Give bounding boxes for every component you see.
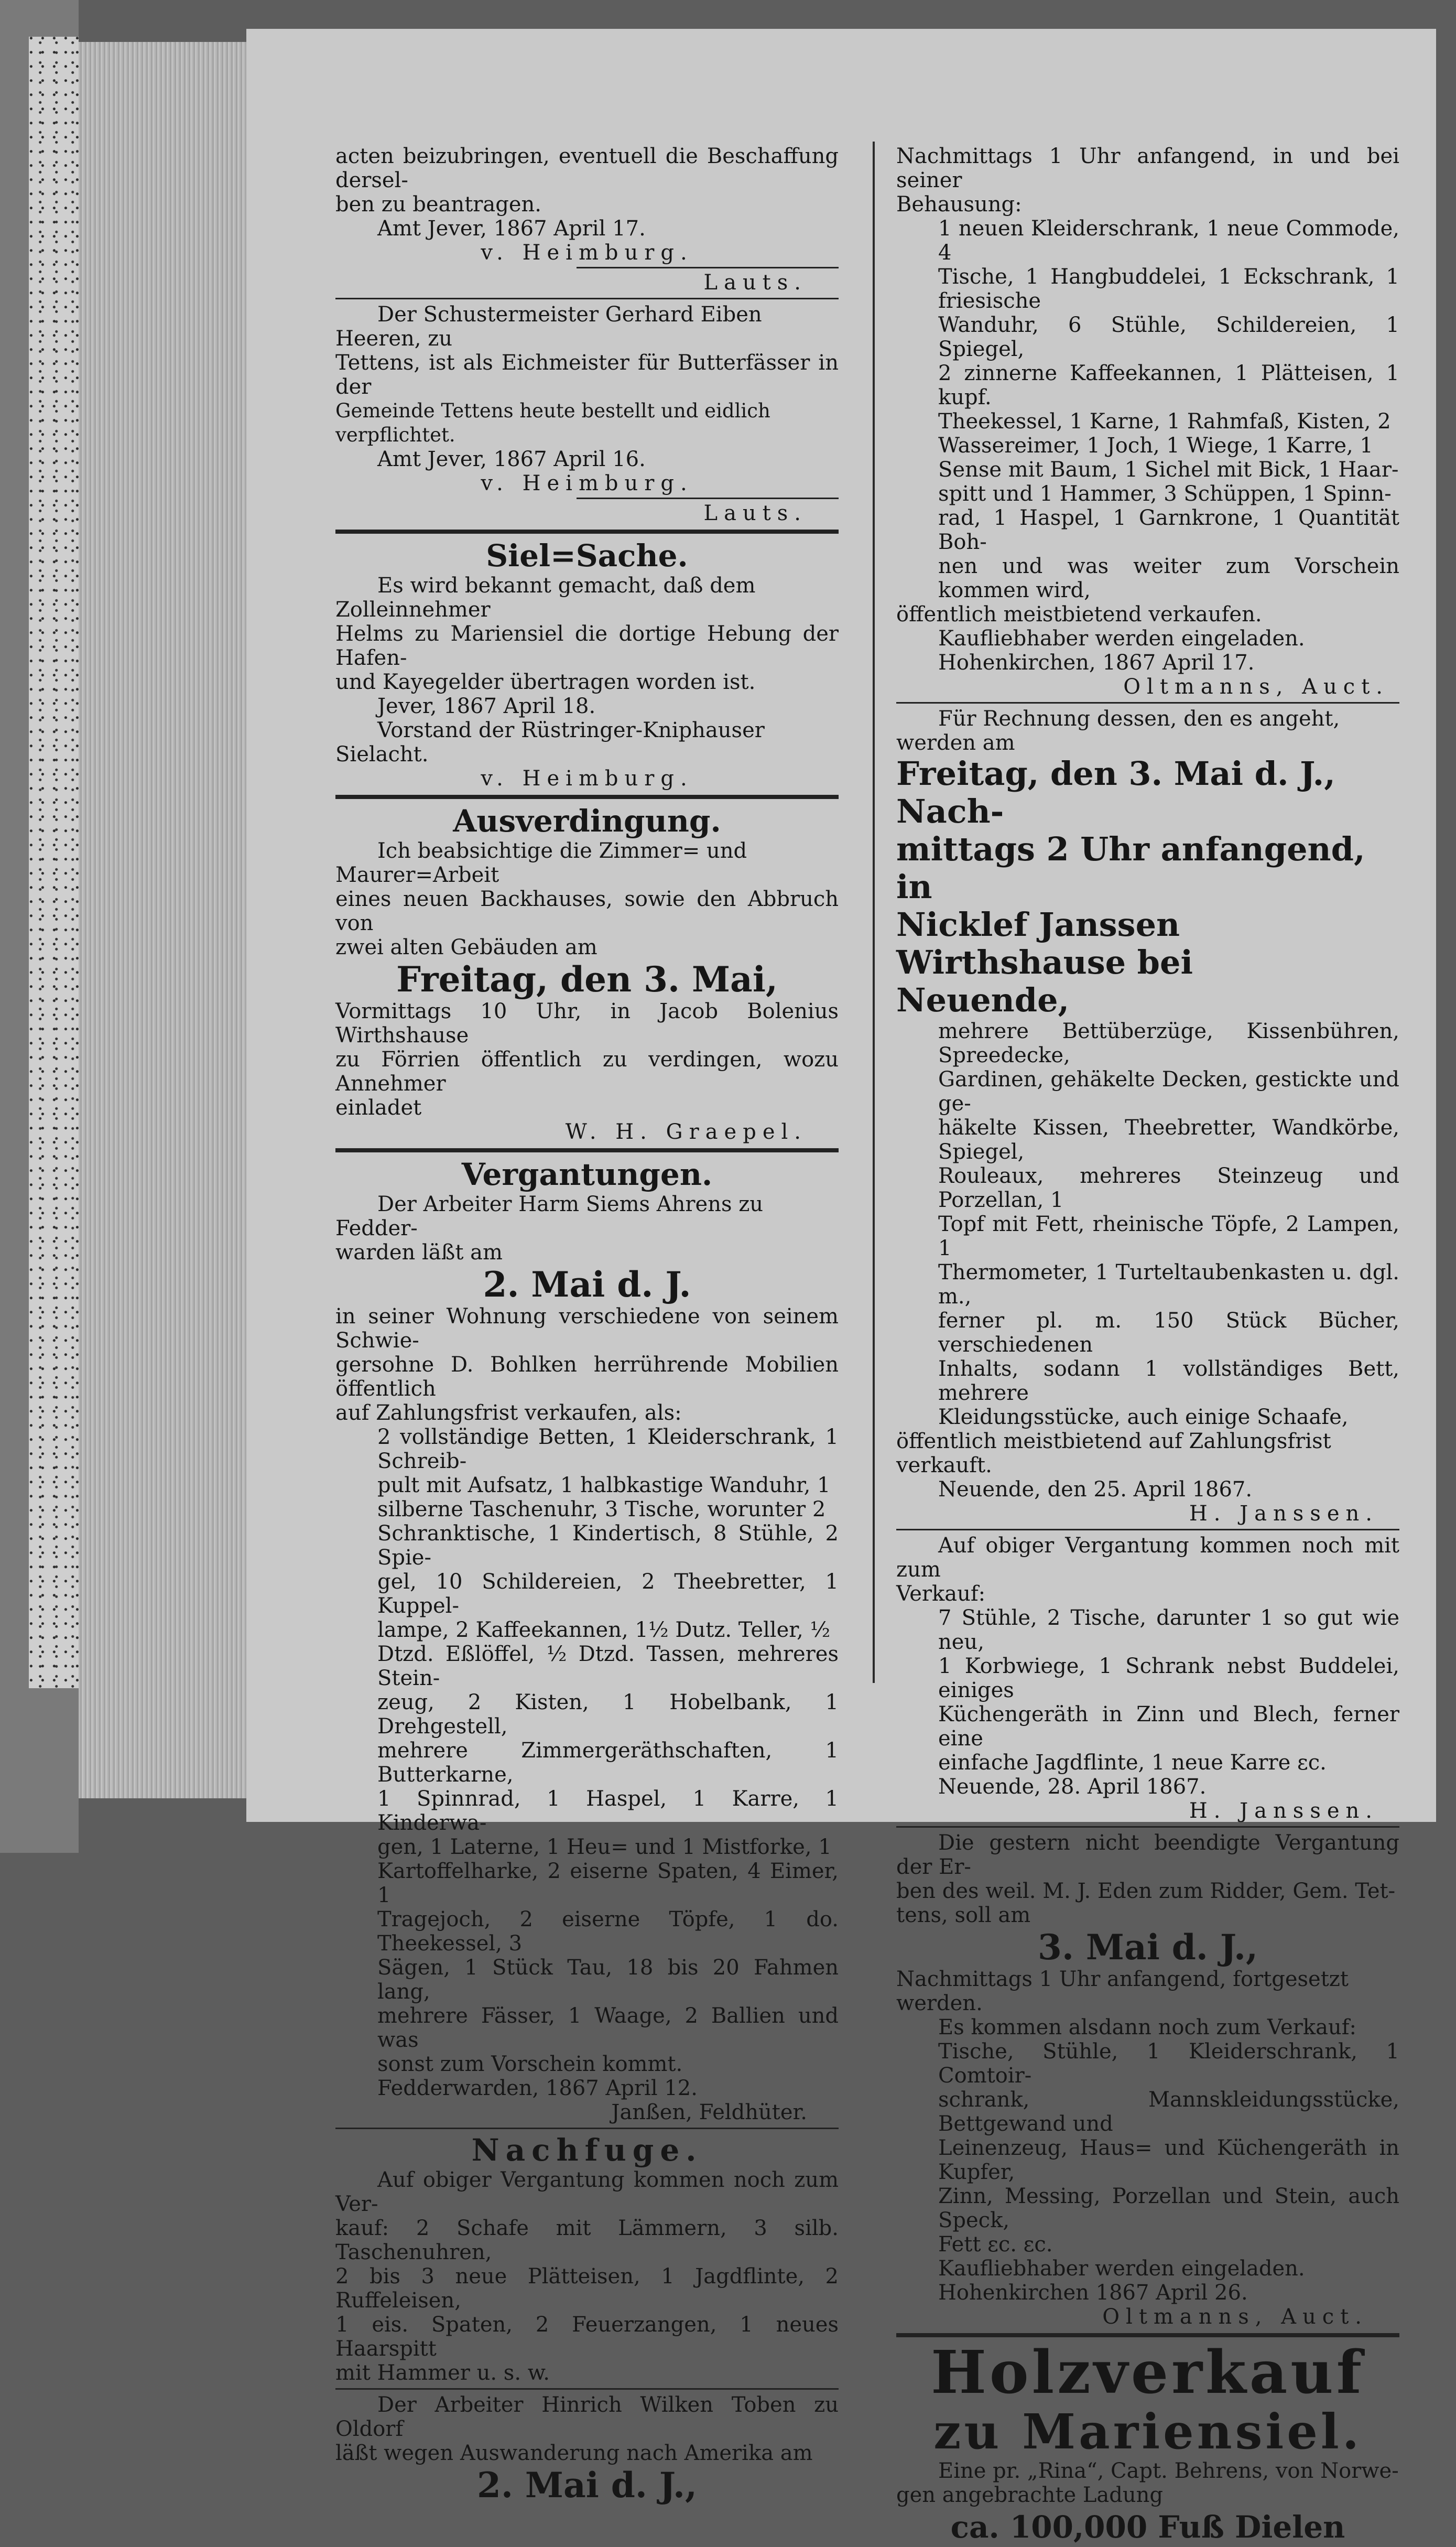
list-line: mehrere Fässer, 1 Waage, 2 Ballien und was	[377, 2004, 839, 2052]
ad-text: in seiner Wohnung verschiedene von seinem Schwie-	[335, 1304, 839, 1353]
list-line: lampe, 2 Kaffeekannen, 1½ Dutz. Teller, ½	[377, 1618, 831, 1642]
ad-headline: Holzverkauf	[931, 2338, 1365, 2407]
list-line: ferner pl. m. 150 Stück Bücher, verschiedenen	[938, 1309, 1399, 1357]
list-line: Zinn, Messing, Porzellan und Stein, auch Speck,	[938, 2184, 1399, 2232]
ad-text: ben zu beantragen.	[335, 192, 541, 217]
list-line: Thermometer, 1 Turteltaubenkasten u. dgl. m.,	[938, 1260, 1399, 1309]
ad-text: Gemeinde Tettens heute bestellt und eidlich verpflichtet.	[335, 400, 770, 446]
ad-signature: Vorstand der Rüstringer-Kniphauser Sielacht.	[335, 718, 765, 767]
ad-date: 3. Mai d. J.,	[1038, 1927, 1258, 1968]
ad-date-headline: Freitag, den 3. Mai d. J., Nach-	[896, 754, 1335, 830]
ad-text: gen angebrachte Ladung	[896, 2483, 1163, 2507]
marbled-edge	[29, 37, 79, 1688]
ad-text: zu Förrien öffentlich zu verdingen, wozu Annehmer	[335, 1048, 839, 1096]
ad-text: Der Arbeiter Harm Siems Ahrens zu Fedder-	[335, 1192, 764, 1240]
ad-text: Der Schustermeister Gerhard Eiben Heeren, zu	[335, 303, 762, 351]
ad-text: warden läßt am	[335, 1240, 503, 1265]
ad-text: Ich beabsichtige die Zimmer= und Maurer=Arbeit	[335, 839, 747, 887]
item-list	[335, 1425, 839, 2076]
ad-text: öffentlich meistbietend auf Zahlungsfrist verkauft.	[896, 1429, 1331, 1477]
list-line: 1 Korbwiege, 1 Schrank nebst Buddelei, einiges	[938, 1654, 1399, 1702]
divider	[577, 267, 839, 268]
ad-place-date: Jever, 1867 April 18.	[377, 694, 596, 718]
ad-headline: ca. 100,000 Fuß Dielen	[950, 2509, 1345, 2545]
list-line: 1 neuen Kleiderschrank, 1 neue Commode, 4	[938, 217, 1399, 265]
ad-text: Nachmittags 1 Uhr anfangend, fortgesetzt werden.	[896, 1967, 1349, 2015]
ad-signature: W. H. Graepel.	[565, 1120, 807, 1144]
list-line: 2 zinnerne Kaffeekannen, 1 Plätteisen, 1 kupf.	[938, 361, 1399, 409]
list-line: einfache Jagdflinte, 1 neue Karre ɛc.	[938, 1751, 1327, 1775]
ad-text: Verkauf:	[896, 1582, 986, 1606]
list-line: Kleidungsstücke, auch einige Schaafe,	[938, 1405, 1349, 1429]
list-line: Wanduhr, 6 Stühle, Schildereien, 1 Spiegel,	[938, 313, 1399, 361]
list-line: gen, 1 Laterne, 1 Heu= und 1 Mistforke, 1	[377, 1835, 832, 1859]
item-list	[896, 217, 1399, 602]
ad-place-date: Amt Jever, 1867 April 16.	[377, 447, 646, 471]
ad-text: Vormittags 10 Uhr, in Jacob Bolenius Wirthshause	[335, 999, 839, 1048]
page-edges	[79, 42, 252, 1798]
divider	[335, 2128, 839, 2129]
ad-signature: Oltmanns, Auct.	[1102, 2305, 1368, 2329]
list-line: Sense mit Baum, 1 Sichel mit Bick, 1 Haar-	[938, 458, 1399, 482]
ad-text: 1 eis. Spaten, 2 Feuerzangen, 1 neues Haarspitt	[335, 2313, 839, 2361]
ad-text: Auf obiger Vergantung kommen noch zum Ver-	[335, 2168, 839, 2216]
ad-signature: v. Heimburg.	[481, 471, 693, 495]
ad-date-headline: Neuende,	[896, 981, 1070, 1019]
ad-text: Tettens, ist als Eichmeister für Butterfässer in der	[335, 351, 839, 399]
ad-text: Kaufliebhaber werden eingeladen.	[938, 627, 1305, 651]
divider	[577, 498, 839, 499]
list-line: nen und was weiter zum Vorschein kommen wird,	[938, 554, 1399, 602]
ad-place-date: Fedderwarden, 1867 April 12.	[377, 2076, 698, 2100]
ad-text: mit Hammer u. s. w.	[335, 2361, 550, 2385]
list-line: Tragejoch, 2 eiserne Töpfe, 1 do. Theekessel, 3	[377, 1907, 839, 1956]
list-line: häkelte Kissen, Theebretter, Wandkörbe, Spiegel,	[938, 1116, 1399, 1164]
ad-text: eines neuen Backhauses, sowie den Abbruch von	[335, 887, 839, 935]
divider	[335, 795, 839, 799]
list-line: spitt und 1 Hammer, 3 Schüppen, 1 Spinn-	[938, 482, 1392, 506]
ad-text: Helms zu Mariensiel die dortige Hebung der Hafen-	[335, 622, 839, 670]
ad-text: ben des weil. M. J. Eden zum Ridder, Gem. Tet-	[896, 1879, 1396, 1903]
ad-text: und Kayegelder übertragen worden ist.	[335, 670, 756, 694]
item-list	[896, 1606, 1399, 1775]
ad-signature: H. Janssen.	[1189, 1799, 1378, 1823]
ad-heading: Ausverdingung.	[453, 803, 721, 839]
ad-date: 2. Mai d. J.,	[477, 2465, 697, 2506]
ad-text: läßt wegen Auswanderung nach Amerika am	[335, 2441, 813, 2465]
column-rule	[873, 142, 875, 1683]
ad-signature: H. Janssen.	[1189, 1502, 1378, 1526]
list-line: Leinenzeug, Haus= und Küchengeräth in Kupfer,	[938, 2136, 1399, 2184]
ad-signature: v. Heimburg.	[481, 767, 693, 791]
ad-headline: zu Mariensiel.	[933, 2403, 1362, 2460]
ad-text: einladet	[335, 1096, 422, 1120]
ad-text: tens, soll am	[896, 1903, 1031, 1927]
ad-heading: Siel=Sache.	[486, 538, 688, 574]
ad-place-date: Amt Jever, 1867 April 17.	[377, 217, 646, 241]
ad-date: Freitag, den 3. Mai,	[396, 959, 778, 1000]
list-line: Inhalts, sodann 1 vollständiges Bett, mehrere	[938, 1357, 1399, 1405]
divider	[335, 530, 839, 534]
ad-text: Nachmittags 1 Uhr anfangend, in und bei seiner	[896, 144, 1399, 192]
ad-heading: Nachfuge.	[471, 2132, 703, 2168]
divider	[335, 1148, 839, 1152]
list-line: Fett ɛc. ɛc.	[938, 2232, 1053, 2257]
list-line: Topf mit Fett, rheinische Töpfe, 2 Lampen, 1	[938, 1212, 1399, 1260]
list-line: zeug, 2 Kisten, 1 Hobelbank, 1 Drehgestell,	[377, 1690, 839, 1739]
list-line: Tische, 1 Hangbuddelei, 1 Eckschrank, 1 friesische	[938, 265, 1399, 313]
ad-text: 2 bis 3 neue Plätteisen, 1 Jagdflinte, 2 Ruffeleisen,	[335, 2264, 839, 2313]
list-line: Sägen, 1 Stück Tau, 18 bis 20 Fahmen lang,	[377, 1956, 839, 2004]
item-list	[896, 2039, 1399, 2257]
ad-text: kauf: 2 Schafe mit Lämmern, 3 silb. Taschenuhren,	[335, 2216, 839, 2264]
divider	[335, 298, 839, 299]
ad-text: Kaufliebhaber werden eingeladen.	[938, 2257, 1305, 2281]
divider	[896, 2333, 1399, 2337]
list-line: gel, 10 Schildereien, 2 Theebretter, 1 Kuppel-	[377, 1570, 839, 1618]
left-column	[335, 144, 839, 2505]
list-line: Wassereimer, 1 Joch, 1 Wiege, 1 Karre, 1	[938, 434, 1373, 458]
item-list	[896, 1019, 1399, 1429]
ad-signature: Janßen, Feldhüter.	[611, 2100, 807, 2124]
ad-place-date: Hohenkirchen, 1867 April 17.	[938, 651, 1255, 675]
ad-text: Die gestern nicht beendigte Vergantung der Er-	[896, 1831, 1399, 1879]
ad-text: Der Arbeiter Hinrich Wilken Toben zu Oldorf	[335, 2393, 839, 2441]
list-line: Küchengeräth in Zinn und Blech, ferner eine	[938, 1702, 1399, 1751]
ad-date-headline: Nicklef Janssen Wirthshause bei	[896, 905, 1193, 981]
list-line: 2 vollständige Betten, 1 Kleiderschrank, 1 Schreib-	[377, 1425, 839, 1473]
ad-text: acten beizubringen, eventuell die Beschaffung dersel-	[335, 144, 839, 192]
ad-text: Es kommen alsdann noch zum Verkauf:	[938, 2015, 1356, 2039]
ad-text: Für Rechnung dessen, den es angeht, werden am	[896, 707, 1340, 755]
ad-text: gersohne D. Bohlken herrührende Mobilien öffentlich	[335, 1353, 839, 1401]
ad-signature: Oltmanns, Auct.	[1123, 675, 1389, 699]
divider	[896, 1826, 1399, 1828]
list-line: schrank, Mannskleidungsstücke, Bettgewand und	[938, 2088, 1399, 2136]
ad-date: 2. Mai d. J.	[483, 1264, 691, 1305]
list-line: silberne Taschenuhr, 3 Tische, worunter 2	[377, 1497, 826, 1521]
ad-place-date: Hohenkirchen 1867 April 26.	[938, 2281, 1248, 2305]
list-line: Schranktische, 1 Kindertisch, 8 Stühle, 2 Spie-	[377, 1521, 839, 1570]
ad-signature: Lauts.	[703, 501, 807, 525]
divider	[896, 1529, 1399, 1530]
list-line: Dtzd. Eßlöffel, ½ Dtzd. Tassen, mehreres Stein-	[377, 1642, 839, 1690]
list-line: rad, 1 Haspel, 1 Garnkrone, 1 Quantität Boh-	[938, 506, 1399, 554]
list-line: 7 Stühle, 2 Tische, darunter 1 so gut wie neu,	[938, 1606, 1399, 1654]
ad-place-date: Neuende, 28. April 1867.	[938, 1775, 1207, 1799]
list-line: mehrere Bettüberzüge, Kissenbühren, Spreedecke,	[938, 1019, 1399, 1067]
list-line: sonst zum Vorschein kommt.	[377, 2052, 683, 2076]
divider	[896, 702, 1399, 704]
list-line: Rouleaux, mehreres Steinzeug und Porzellan, 1	[938, 1164, 1399, 1212]
list-line: Gardinen, gehäkelte Decken, gestickte und ge-	[938, 1067, 1399, 1116]
list-line: Theekessel, 1 Karne, 1 Rahmfaß, Kisten, 2	[938, 409, 1391, 434]
ad-text: Auf obiger Vergantung kommen noch mit zum	[896, 1534, 1399, 1582]
right-column	[896, 144, 1399, 2547]
list-line: Tische, Stühle, 1 Kleiderschrank, 1 Comtoir-	[938, 2039, 1399, 2088]
ad-signature: Lauts.	[703, 271, 807, 295]
list-line: 1 Spinnrad, 1 Haspel, 1 Karre, 1 Kinderwa-	[377, 1787, 839, 1835]
list-line: mehrere Zimmergeräthschaften, 1 Butterkarne,	[377, 1739, 839, 1787]
ad-heading: Vergantungen.	[461, 1157, 713, 1192]
ad-signature: v. Heimburg.	[481, 241, 693, 265]
ad-text: Es wird bekannt gemacht, daß dem Zolleinnehmer	[335, 574, 756, 622]
ad-text: auf Zahlungsfrist verkaufen, als:	[335, 1401, 682, 1425]
ad-text: Behausung:	[896, 192, 1022, 217]
list-line: Kartoffelharke, 2 eiserne Spaten, 4 Eimer, 1	[377, 1859, 839, 1907]
list-line: pult mit Aufsatz, 1 halbkastige Wanduhr, 1	[377, 1473, 831, 1497]
divider	[335, 2388, 839, 2390]
ad-text: öffentlich meistbietend verkaufen.	[896, 602, 1262, 627]
ad-place-date: Neuende, den 25. April 1867.	[938, 1477, 1253, 1502]
ad-text: zwei alten Gebäuden am	[335, 935, 597, 959]
ad-text: Eine pr. „Rina“, Capt. Behrens, von Norwe-	[938, 2459, 1399, 2483]
ad-date-headline: mittags 2 Uhr anfangend, in	[896, 830, 1365, 906]
